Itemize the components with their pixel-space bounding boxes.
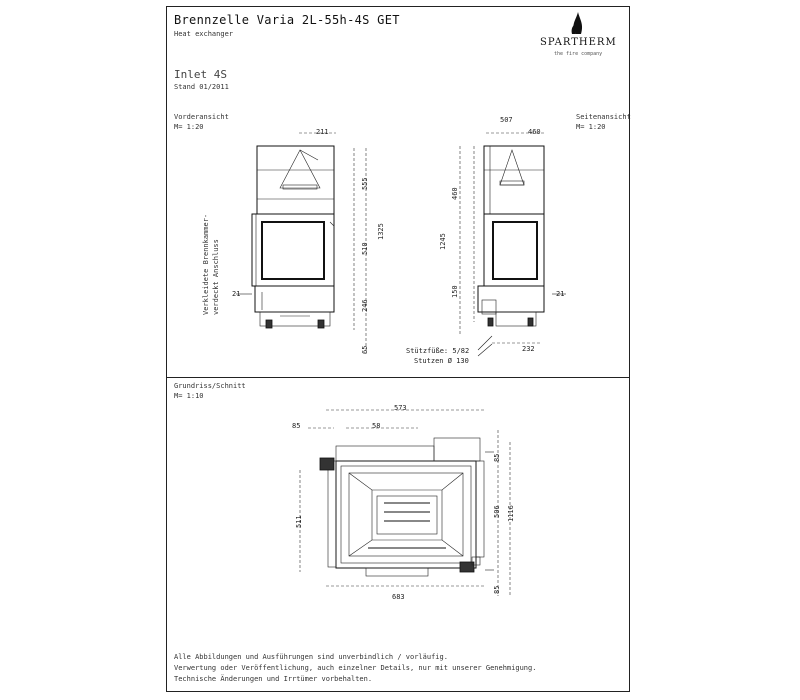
front-dim-left: 21 <box>232 290 241 298</box>
side-view-scale: M= 1:20 <box>576 123 606 131</box>
side-note-flue: Stutzen Ø 130 <box>414 357 469 365</box>
drawing-title: Brennzelle Varia 2L-55h-4S GET <box>174 13 400 27</box>
top-dim-right-h2: 1116 <box>507 505 515 522</box>
front-dim-width-top: 211 <box>316 128 329 136</box>
top-view-label: Grundriss/Schnitt <box>174 382 246 390</box>
side-dim-top2: 460 <box>528 128 541 136</box>
front-dim-h1: 555 <box>361 177 369 190</box>
inlet-label: Inlet 4S <box>174 68 227 81</box>
top-dim-right-small2: 85 <box>493 585 501 594</box>
side-view-drawing <box>460 133 566 356</box>
side-dim-top1: 507 <box>500 116 513 124</box>
top-dim-left-h: 511 <box>295 515 303 528</box>
top-dim-left: 85 <box>292 422 301 430</box>
side-note-feet: Stützfüße: 5/82 <box>406 347 470 355</box>
front-dim-h5: 65 <box>361 345 369 354</box>
footer-line-1: Alle Abbildungen und Ausführungen sind unverbindlich / vorläufig. <box>174 653 448 661</box>
side-dim-h1: 460 <box>451 187 459 200</box>
top-view-drawing <box>300 410 510 596</box>
side-dim-h2: 1245 <box>439 233 447 250</box>
front-view-scale: M= 1:20 <box>174 123 204 131</box>
front-dim-h3: 1325 <box>377 223 385 240</box>
brand-name: SPARTHERM <box>540 37 617 48</box>
drawing-subtitle: Heat exchanger <box>174 30 234 38</box>
top-dim-mid: 58 <box>372 422 381 430</box>
top-dim-total: 573 <box>394 404 407 412</box>
front-view-label: Vorderansicht <box>174 113 229 121</box>
side-view-label: Seitenansicht <box>576 113 631 121</box>
footer-line-3: Technische Änderungen und Irrtümer vorbehalten. <box>174 675 373 683</box>
status-date: Stand 01/2011 <box>174 83 229 91</box>
front-side-note-2: verdeckt Anschluss <box>212 239 220 315</box>
top-dim-bottom: 683 <box>392 593 405 601</box>
front-side-note-1: Verkleidete Brennkammer- <box>202 213 210 315</box>
side-dim-bottom: 232 <box>522 345 535 353</box>
top-view-scale: M= 1:10 <box>174 392 204 400</box>
front-dim-h2: 510 <box>361 242 369 255</box>
front-dim-h4: 246 <box>361 299 369 312</box>
front-view-drawing <box>236 133 366 354</box>
top-dim-right-small1: 85 <box>493 453 501 462</box>
top-dim-right-h1: 506 <box>493 505 501 518</box>
footer-line-2: Verwertung oder Veröffentlichung, auch einzelner Details, nur mit unserer Genehmigung. <box>174 664 537 672</box>
side-dim-right: 21 <box>556 290 565 298</box>
brand-tagline: the fire company <box>554 51 603 57</box>
side-dim-h3: 150 <box>451 285 459 298</box>
